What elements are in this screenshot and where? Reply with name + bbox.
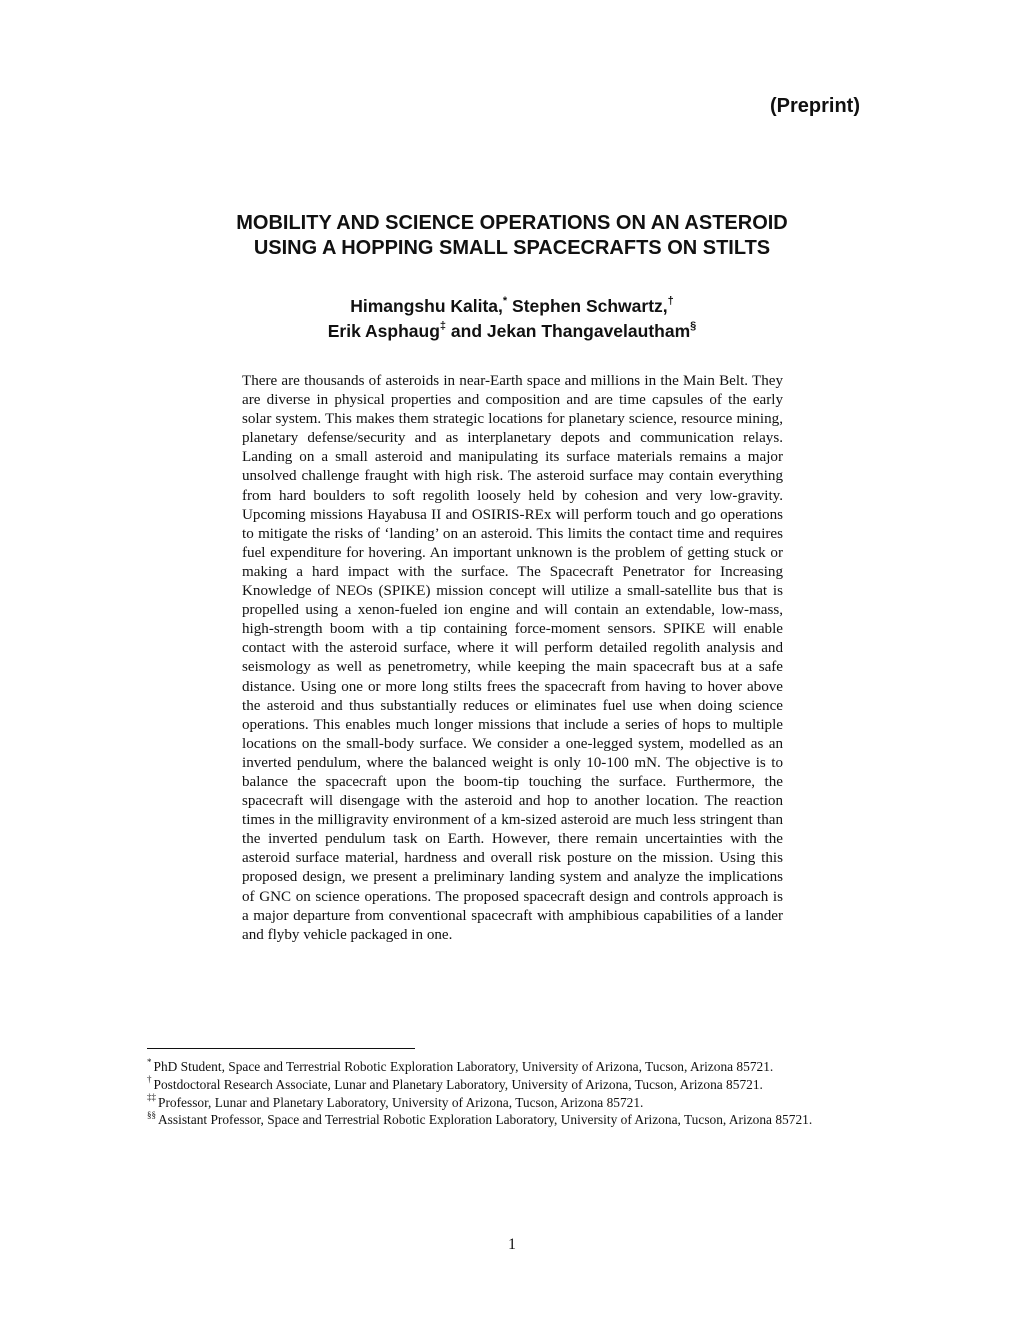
author-line bbox=[0, 319, 1024, 344]
footnote-text: Professor, Lunar and Planetary Laboratory, University of Arizona, Tucson, Arizona 85721. bbox=[158, 1094, 644, 1110]
footnote bbox=[147, 1111, 875, 1129]
author-name: Himangshu Kalita, bbox=[350, 296, 503, 316]
footnote-mark: §§ bbox=[147, 1109, 156, 1120]
author-name: and Jekan Thangavelautham bbox=[450, 321, 691, 341]
author-footnote-mark: * bbox=[502, 295, 508, 308]
author-footnote-mark: † bbox=[667, 295, 674, 308]
footnote-list bbox=[147, 1058, 875, 1129]
footnote bbox=[147, 1076, 875, 1094]
author-footnote-mark: § bbox=[690, 320, 697, 333]
footnote bbox=[147, 1094, 875, 1112]
footnote-text: Postdoctoral Research Associate, Lunar and Planetary Laboratory, University of Arizona, Tucson, Arizona 85721. bbox=[153, 1076, 763, 1092]
footnote-mark: ‡‡ bbox=[147, 1092, 156, 1103]
footnote-divider bbox=[147, 1048, 415, 1049]
footnote-mark: * bbox=[147, 1056, 152, 1067]
footnote-text: Assistant Professor, Space and Terrestrial Robotic Exploration Laboratory, University of Arizona, Tucson, Arizona 85721. bbox=[158, 1112, 813, 1128]
author-footnote-mark: ‡ bbox=[439, 320, 447, 333]
author-list bbox=[0, 294, 1024, 344]
author-name: Erik Asphaug bbox=[327, 321, 440, 341]
preprint-label: (Preprint) bbox=[770, 95, 860, 117]
footnote bbox=[147, 1058, 875, 1076]
page-number: 1 bbox=[508, 1236, 516, 1253]
title-line: USING A HOPPING SMALL SPACECRAFTS ON STILTS bbox=[253, 237, 771, 259]
author-name: Stephen Schwartz, bbox=[512, 296, 668, 316]
footnote-mark: † bbox=[147, 1074, 152, 1085]
footnote-text: PhD Student, Space and Terrestrial Robotic Exploration Laboratory, University of Arizona, Tucson, Arizona 85721. bbox=[153, 1059, 774, 1074]
title-line: MOBILITY AND SCIENCE OPERATIONS ON AN ASTEROID bbox=[236, 212, 788, 234]
abstract: There are thousands of asteroids in near-Earth space and millions in the Main Belt. They are diverse in physical properties and composition and are time capsules of the early solar system. This makes them strategic locations for planetary science, resource mining, planetary defense/security and as interplanetary depots and communication relays. Landing on a small asteroid and manipulating its surface materials remains a major unsolved challenge fraught with high risk. The asteroid surface may contain everything from hard boulders to soft regolith loosely held by cohesion and very low-gravity. Upcoming missions Hayabusa II and OSIRIS-REx will perform touch and go operations to mitigate the risks of ‘landing’ on an asteroid. This limits the contact time and requires fuel expenditure for hovering. An important unknown is the problem of getting stuck or making a hard impact with the surface. The Spacecraft Penetrator for Increasing Knowledge of NEOs (SPIKE) mission concept will utilize a small-satellite bus that is propelled using a xenon-fueled ion engine and will contain an extendable, low-mass, high-strength boom with a tip containing force-moment sensors. SPIKE will enable contact with the asteroid surface, where it will perform detailed regolith analysis and seismology as well as penetrometry, while keeping the main spacecraft bus at a safe distance. Using one or more long stilts frees the spacecraft from having to hover above the asteroid and thus substantially reduces or eliminates fuel use when doing science operations. This enables much longer missions that include a series of hops to multiple locations on the small-body surface. We consider a one-legged system, modelled as an inverted pendulum, where the balanced weight is only 10-100 mN. The objective is to balance the spacecraft upon the boom-tip touching the surface. Furthermore, the spacecraft will disengage with the asteroid and hop to another location. The reaction times in the milligravity environment of a km-sized asteroid are much less stringent than the inverted pendulum task on Earth. However, there remain uncertainties with the asteroid surface material, hardness and overall risk posture on the mission. Using this proposed design, we present a preliminary landing system and analyze the implications of GNC on science operations. The proposed spacecraft design and controls approach is a major departure from conventional spacecraft with amphibious capabilities of a lander and flyby vehicle packaged in one. bbox=[242, 373, 783, 943]
paper-title bbox=[0, 211, 1024, 261]
author-line bbox=[0, 294, 1024, 319]
